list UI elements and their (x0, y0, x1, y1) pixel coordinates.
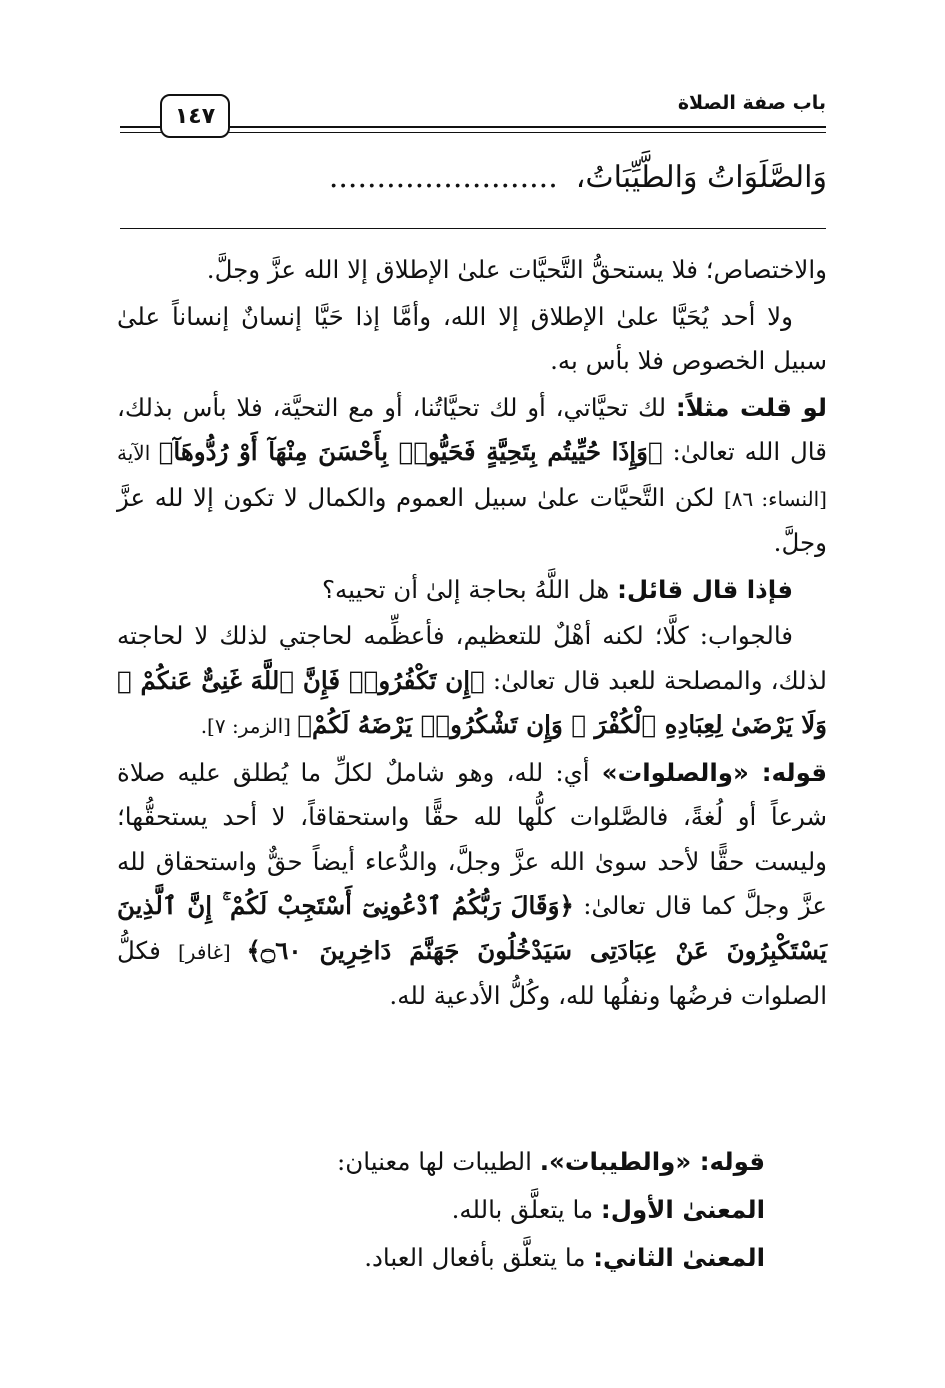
body-text: أي: لله، وهو شاملٌ لكلِّ ما يُطلق عليه صلاة شرعاً أو لُغةً، فالصَّلوات كلُّها لله حقًّا واستحقاقاً، لا أحد يستحقُّها؛ وليست حقًّا لأحد سوىٰ الله عزَّ وجلَّ، والدُّعاء أيضاً حقٌّ واستحقاق لله عزَّ وجلَّ كما قال تعالىٰ: (117, 757, 827, 920)
definition-item (305, 1234, 765, 1282)
paragraph (117, 295, 827, 384)
running-header (120, 88, 826, 148)
running-title: باب صفة الصلاة (677, 92, 826, 114)
hadith-text: وَالصَّلَوَاتُ وَالطَّيِّبَاتُ، (575, 160, 827, 195)
definition-label: المعنىٰ الثاني: (593, 1243, 765, 1272)
body-text: لكن التَّحيَّات علىٰ سبيل العموم والكمال لا تكون إلا لله عزَّ وجلَّ. (117, 482, 827, 557)
body-text: لك تحيَّاتي، أو لك تحيَّاتُنا، أو مع التحيَّة، فلا بأس بذلك، قال الله تعالىٰ: (117, 392, 827, 466)
body-text: ولا أحد يُحَيَّا علىٰ الإطلاق إلا الله، وأمَّا إذا حَيَّا إنسانٌ إنساناً علىٰ سبيل الخصوص فلا بأس به. (117, 301, 827, 375)
definition-text: ما يتعلَّق بالله. (451, 1195, 601, 1224)
definition-label: المعنىٰ الأول: (600, 1195, 765, 1224)
page-number: ١٤٧ (160, 94, 230, 138)
body-text: هل اللَّهُ بحاجة إلىٰ أن تحييه؟ (321, 574, 618, 604)
verse-reference: الآية [النساء: ٨٦] (117, 441, 827, 511)
quran-verse: ﴿وَقَالَ رَبُّكُمُ ٱدْعُونِىٓ أَسْتَجِبْ لَكُمْ ۚ إِنَّ ٱلَّذِينَ يَسْتَكْبِرُونَ عَنْ عِبَادَتِى سَيَدْخُلُونَ جَهَنَّمَ دَاخِرِينَ ۝٦٠﴾ (117, 891, 827, 965)
definition-item (305, 1186, 765, 1234)
hadith-ellipsis: ........................ (328, 160, 558, 195)
definition-text: الطيبات لها معنيان: (337, 1147, 540, 1176)
paragraph (117, 248, 827, 293)
definition-text: ما يتعلَّق بأفعال العباد. (364, 1243, 594, 1272)
body-text: فالجواب: كلَّا؛ لكنه أهْلٌ للتعظيم، فأعظِّمه لحاجتي لذلك لا لحاجته لذلك، والمصلحة للعبد قال تعالىٰ: (117, 621, 827, 695)
body-text: فكلُّ الصلوات فرضُها ونفلُها لله، وكُلُّ الأدعية لله. (117, 935, 827, 1010)
lead-phrase: لو قلت مثلاً: (675, 392, 828, 422)
body-text: والاختصاص؛ فلا يستحقُّ التَّحيَّات علىٰ الإطلاق إلا الله عزَّ وجلَّ. (206, 255, 827, 284)
lead-phrase: قوله: «والصلوات» (601, 757, 827, 787)
quran-verse: ﴿وَإِذَا حُيِّيتُم بِتَحِيَّةٍ فَحَيُّوا۟ بِأَحْسَنَ مِنْهَآ أَوْ رُدُّوهَآ﴾ (158, 437, 663, 466)
paragraph (117, 568, 827, 613)
verse-reference: [الزمر: ٧]. (200, 714, 298, 738)
lead-phrase: فإذا قال قائل: (617, 574, 793, 604)
definitions-list (305, 1138, 765, 1282)
paragraph (117, 751, 827, 1019)
section-divider (120, 228, 826, 229)
quran-verse: ﴿إِن تَكْفُرُوا۟ فَإِنَّ ٱللَّهَ غَنِىٌّ عَنكُمْ ۖ وَلَا يَرْضَىٰ لِعِبَادِهِ ٱلْكُفْرَ ۖ وَإِن تَشْكُرُوا۟ يَرْضَهُ لَكُمْ﴾ (117, 665, 827, 739)
paragraph (117, 386, 827, 566)
definition-item (305, 1138, 765, 1186)
definition-label: قوله: «والطيبات». (539, 1147, 765, 1176)
paragraph (117, 614, 827, 749)
verse-reference: [غافر] (177, 939, 247, 964)
hadith-heading (119, 160, 827, 195)
commentary-body (117, 248, 827, 1021)
